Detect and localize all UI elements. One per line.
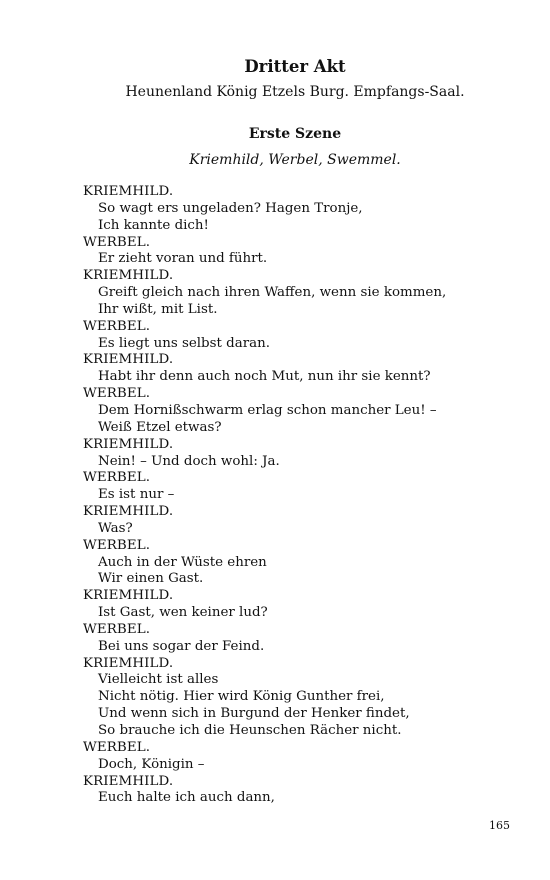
verse-line: Ich kannte dich! [98,217,209,233]
verse-line: Weiß Etzel etwas? [98,419,222,435]
act-title: Dritter Akt [244,57,346,76]
verse-line: Greift gleich nach ihren Waffen, wenn sie kommen, [98,285,447,301]
verse-line: So brauche ich die Heunschen Rächer nicht. [98,723,402,738]
speaker-name: KRIEMHILD. [83,588,174,604]
verse-line: Ist Gast, wen keiner lud? [98,605,268,621]
speaker-name: KRIEMHILD. [83,436,174,452]
speaker-name: WERBEL. [83,621,151,637]
speaker-name: WERBEL. [83,470,151,486]
speaker-name: KRIEMHILD. [83,184,174,199]
verse-line: Bei uns sogar der Feind. [98,638,265,654]
speaker-name: KRIEMHILD. [83,655,174,671]
character-list: Kriemhild, Werbel, Swemmel. [189,152,401,168]
scene-title: Erste Szene [248,126,342,142]
verse-line: Ihr wißt, mit List. [98,301,218,317]
verse-line: Auch in der Wüste ehren [98,554,267,570]
scene-location: Heunenland König Etzels Burg. Empfangs-Saal. [125,84,465,100]
verse-line: Euch halte ich auch dann, [98,790,275,806]
page-number: 165 [489,819,510,832]
verse-line: Und wenn sich in Burgund der Henker findet, [98,706,410,722]
verse-line: Dem Hornißschwarm erlag schon mancher Leu! – [98,402,437,418]
verse-line: Es liegt uns selbst daran. [98,335,270,351]
speaker-name: WERBEL. [83,318,151,334]
verse-line: Doch, Königin – [98,756,205,772]
speaker-name: KRIEMHILD. [83,504,174,520]
verse-line: Er zieht voran und führt. [98,251,268,267]
speaker-name: WERBEL. [83,234,151,250]
verse-line: Vielleicht ist alles [98,672,219,688]
verse-line: Habt ihr denn auch noch Mut, nun ihr sie kennt? [98,369,431,385]
speaker-name: KRIEMHILD. [83,773,174,789]
verse-line: Was? [98,520,133,536]
speaker-name: WERBEL. [83,739,151,755]
verse-line: Nicht nötig. Hier wird König Gunther frei, [98,689,385,705]
verse-line: Nein! – Und doch wohl: Ja. [98,453,280,469]
dialogue-body [83,184,523,807]
verse-line: Es ist nur – [98,487,175,503]
speaker-name: WERBEL. [83,386,151,402]
speaker-name: WERBEL. [83,537,151,553]
speaker-name: KRIEMHILD. [83,268,174,284]
verse-line: So wagt ers ungeladen? Hagen Tronje, [98,200,363,216]
speaker-name: KRIEMHILD. [83,352,174,368]
verse-line: Wir einen Gast. [98,571,204,587]
